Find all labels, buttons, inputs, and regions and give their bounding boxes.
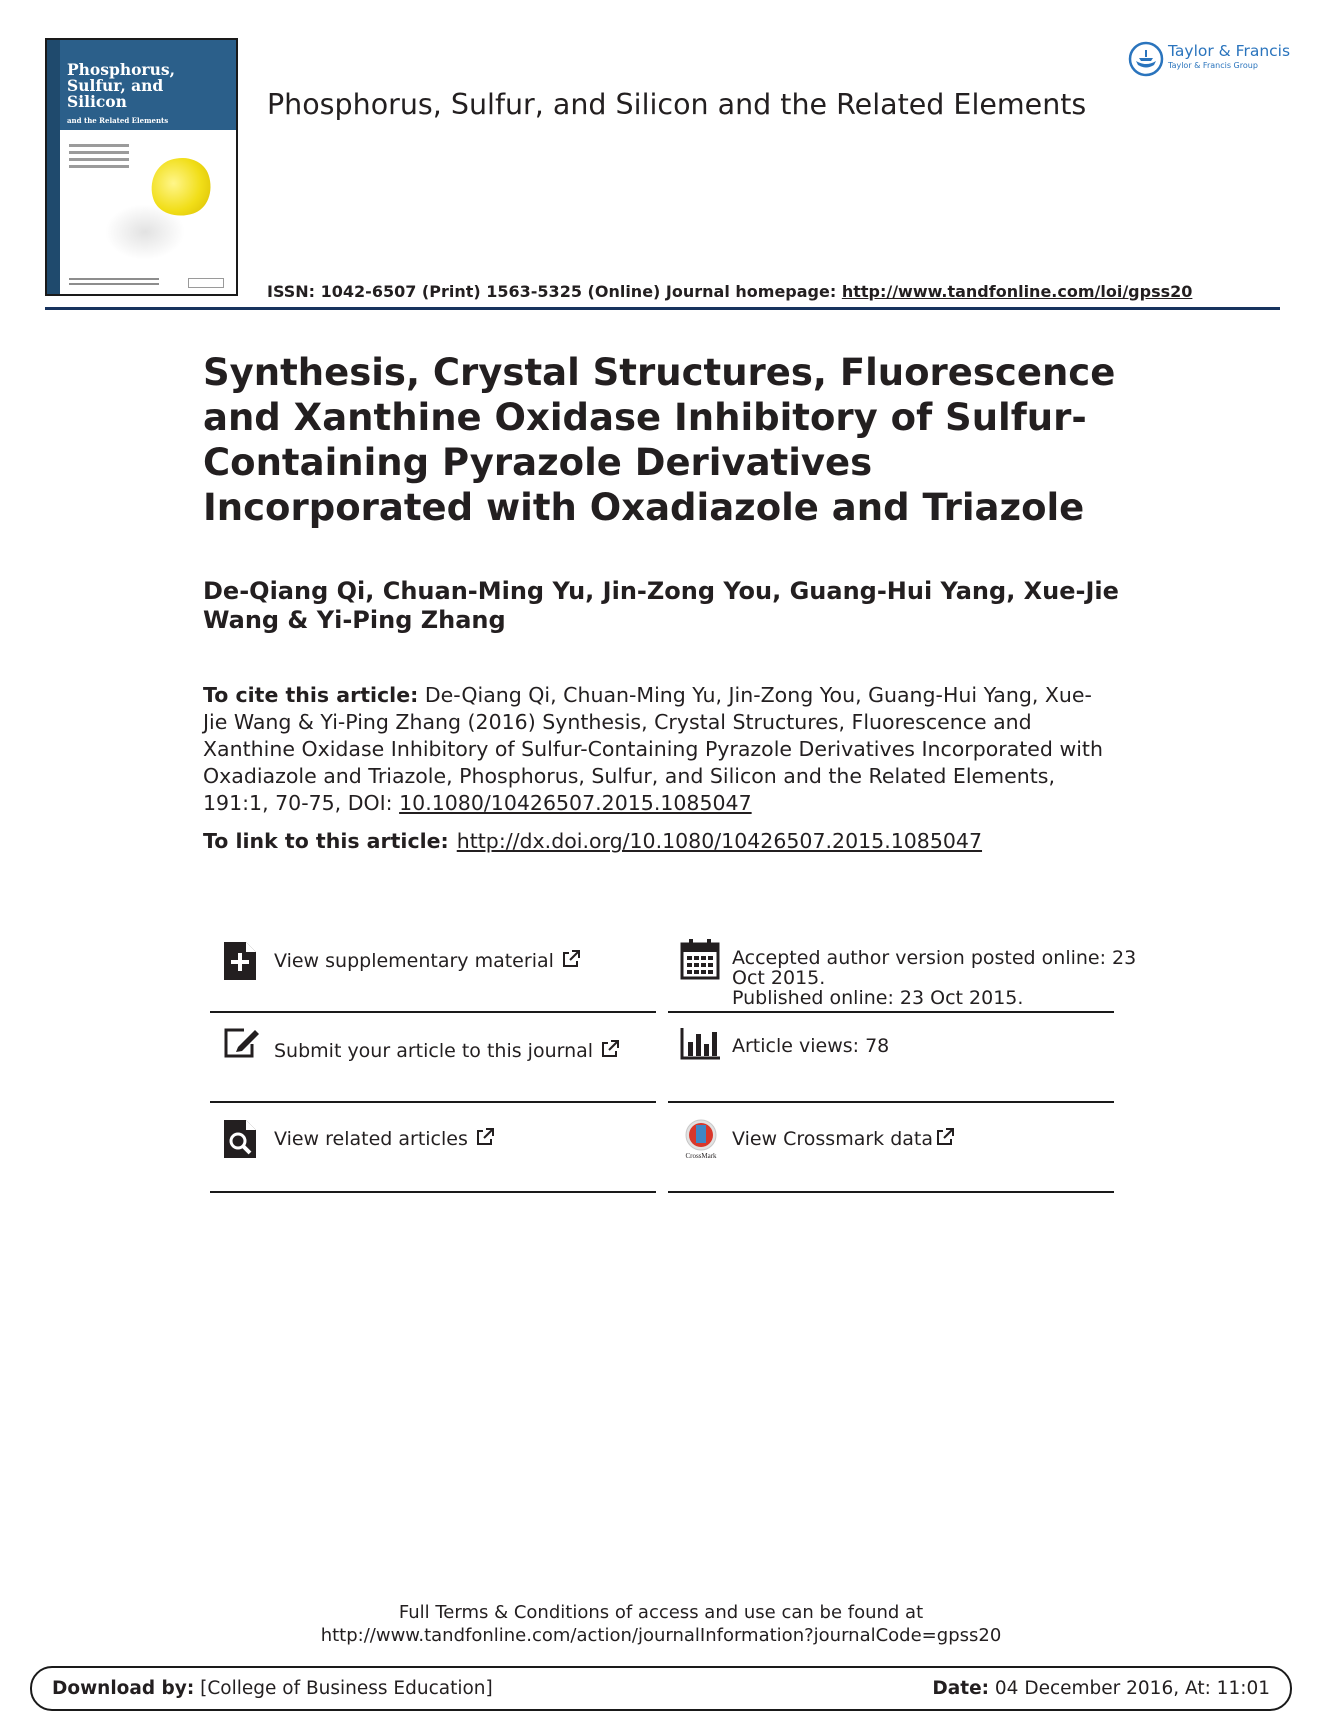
publisher-group: Taylor & Francis Group bbox=[1168, 61, 1258, 70]
box-divider bbox=[210, 1191, 656, 1193]
add-file-icon bbox=[222, 940, 258, 982]
journal-cover-image bbox=[45, 38, 238, 296]
calendar-icon bbox=[680, 938, 720, 980]
download-label: Download by: bbox=[52, 1678, 195, 1699]
citation-block bbox=[203, 682, 1103, 817]
article-views: Article views: 78 bbox=[732, 1035, 890, 1057]
terms-url[interactable]: http://www.tandfonline.com/action/journalInformation?journalCode=gpss20 bbox=[320, 1625, 1002, 1646]
supplementary-material-item[interactable] bbox=[210, 940, 656, 990]
article-title: Synthesis, Crystal Structures, Fluorescence and Xanthine Oxidase Inhibitory of Sulfur-Containing Pyrazole Derivatives Incorporated with Oxadiazole and Triazole bbox=[203, 351, 1116, 529]
cite-text: De-Qiang Qi, Chuan-Ming Yu, Jin-Zong You, Guang-Hui Yang, Xue-Jie Wang & Yi-Ping Zhang (2016) Synthesis, Crystal Structures, Fluorescence and Xanthine Oxidase Inhibitory of Sulfur-Containing Pyrazole Derivatives Incorporated with Oxadiazole and Triazole, Phosphorus, Sulfur, and Silicon and the Related Elements, 191:1, 70-75, DOI: bbox=[203, 683, 1103, 815]
article-views-item bbox=[668, 1026, 1114, 1076]
article-authors: De-Qiang Qi, Chuan-Ming Yu, Jin-Zong You, Guang-Hui Yang, Xue-Jie Wang & Yi-Ping Zhang bbox=[203, 577, 1119, 634]
download-date bbox=[932, 1678, 1270, 1699]
link-label: To link to this article: bbox=[203, 829, 449, 853]
accepted-date-line1: Accepted author version posted online: 23 bbox=[732, 947, 1137, 969]
related-articles-item[interactable] bbox=[210, 1118, 656, 1168]
external-link-icon bbox=[601, 1040, 619, 1058]
cover-title: Phosphorus, Sulfur, and Silicon bbox=[67, 60, 175, 111]
publisher-name: Taylor & Francis bbox=[1168, 42, 1291, 60]
crossmark-icon bbox=[680, 1118, 722, 1160]
download-info-bar bbox=[30, 1666, 1292, 1711]
submit-article-link[interactable]: Submit your article to this journal bbox=[274, 1040, 594, 1062]
header-divider bbox=[45, 307, 1280, 310]
submit-article-item[interactable] bbox=[210, 1026, 656, 1076]
search-document-icon bbox=[222, 1118, 258, 1160]
taylor-francis-icon bbox=[1128, 41, 1164, 77]
issn-line bbox=[267, 282, 1192, 301]
cite-doi-link[interactable]: 10.1080/10426507.2015.1085047 bbox=[399, 791, 752, 815]
publisher-logo[interactable] bbox=[1128, 40, 1291, 78]
crossmark-logo-text: CrossMark bbox=[685, 1152, 717, 1160]
external-link-icon bbox=[476, 1128, 494, 1146]
cite-label: To cite this article: bbox=[203, 683, 419, 707]
article-doi-link[interactable]: http://dx.doi.org/10.1080/10426507.2015.1085047 bbox=[456, 829, 983, 853]
crossmark-item[interactable] bbox=[668, 1118, 1114, 1168]
accepted-date-line2: Oct 2015. bbox=[732, 967, 826, 989]
supplementary-material-link[interactable]: View supplementary material bbox=[274, 950, 554, 972]
terms-notice bbox=[0, 1601, 1322, 1647]
journal-homepage-link[interactable]: http://www.tandfonline.com/loi/gpss20 bbox=[841, 282, 1193, 301]
box-divider bbox=[668, 1011, 1114, 1013]
box-divider bbox=[668, 1191, 1114, 1193]
crossmark-link[interactable]: View Crossmark data bbox=[732, 1128, 934, 1150]
published-date: Published online: 23 Oct 2015. bbox=[732, 987, 1024, 1009]
issn-text: ISSN: 1042-6507 (Print) 1563-5325 (Online) Journal homepage: bbox=[267, 282, 842, 301]
download-value: [College of Business Education] bbox=[194, 1678, 493, 1699]
related-articles-link[interactable]: View related articles bbox=[274, 1128, 468, 1150]
box-divider bbox=[210, 1011, 656, 1013]
terms-line1: Full Terms & Conditions of access and use can be found at bbox=[398, 1602, 924, 1623]
date-value: 04 December 2016, At: 11:01 bbox=[989, 1678, 1270, 1699]
download-by bbox=[52, 1678, 493, 1699]
external-link-icon bbox=[936, 1128, 954, 1146]
edit-icon bbox=[222, 1026, 262, 1060]
journal-title: Phosphorus, Sulfur, and Silicon and the Related Elements bbox=[267, 88, 1087, 121]
bar-chart-icon bbox=[680, 1026, 722, 1060]
box-divider bbox=[668, 1101, 1114, 1103]
cover-subtitle: and the Related Elements bbox=[67, 116, 169, 125]
publication-dates-item bbox=[668, 938, 1137, 1009]
box-divider bbox=[210, 1101, 656, 1103]
external-link-icon bbox=[562, 950, 580, 968]
date-label: Date: bbox=[932, 1678, 990, 1699]
article-link-line bbox=[203, 829, 982, 853]
